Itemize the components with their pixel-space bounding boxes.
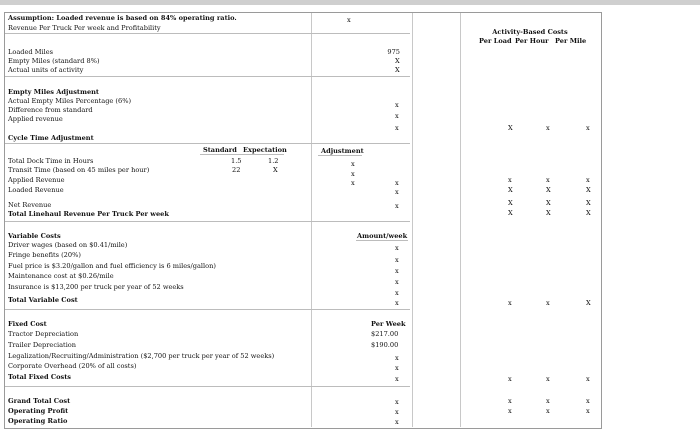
operating-profit-per-load: x (508, 407, 512, 415)
transit-time-expectation: X (273, 166, 278, 174)
total-linehaul-per-mile: X (586, 209, 591, 217)
total-variable-per-hour: x (546, 299, 550, 307)
empty-miles-label: Empty Miles (standard 8%) (8, 57, 100, 65)
difference-value: x (395, 112, 399, 120)
operating-profit-value: x (395, 408, 399, 416)
applied-revenue-per-load: X (508, 124, 513, 132)
applied-revenue-2-per-hour: x (546, 176, 550, 184)
net-revenue-per-load: X (508, 199, 513, 207)
fixed-cost-heading: Fixed Cost (8, 320, 47, 328)
col-per-mile: Per Mile (555, 37, 587, 45)
corporate-label: Corporate Overhead (20% of all costs) (8, 362, 137, 370)
net-revenue-value: x (395, 202, 399, 210)
fuel-label: Fuel price is $3.20/gallon and fuel efficiency is 6 miles/gallon) (8, 262, 216, 270)
total-fixed-per-mile: x (586, 375, 590, 383)
difference-label: Difference from standard (8, 106, 93, 114)
col-divider-2 (412, 13, 413, 427)
operating-profit-label: Operating Profit (8, 407, 69, 415)
actual-empty-pct-label: Actual Empty Miles Percentage (6%) (8, 97, 132, 105)
operating-ratio-value: x (395, 418, 399, 426)
dock-time-expectation: 1.2 (268, 157, 279, 165)
tractor-value: $217.00 (371, 330, 399, 338)
total-fixed-label: Total Fixed Costs (8, 373, 72, 381)
empty-miles-adjustment-heading: Empty Miles Adjustment (8, 88, 99, 96)
operating-profit-per-hour: x (546, 407, 550, 415)
legalization-label: Legalization/Recruiting/Administration ($2,700 per truck per year of 52 weeks) (8, 352, 275, 360)
transit-time-label: Transit Time (based on 45 miles per hour) (8, 166, 150, 174)
expectation-header: Expectation (243, 146, 287, 154)
trailer-label: Trailer Depreciation (8, 341, 77, 349)
tractor-label: Tractor Depreciation (8, 330, 79, 338)
corporate-value: x (395, 364, 399, 372)
applied-revenue-per-hour: x (546, 124, 550, 132)
total-variable-per-mile: X (586, 299, 591, 307)
applied-revenue-2-adjustment: x (351, 179, 355, 187)
abc-title: Activity-Based Costs (492, 28, 568, 36)
total-linehaul-label: Total Linehaul Revenue Per Truck Per week (8, 210, 169, 218)
maintenance-label: Maintenance cost at $0.26/mile (8, 272, 114, 280)
loaded-revenue-value: x (395, 188, 399, 196)
grand-total-per-load: x (508, 397, 512, 405)
empty-miles-value: X (395, 57, 400, 65)
applied-revenue-2-per-mile: x (586, 176, 590, 184)
total-fixed-per-load: x (508, 375, 512, 383)
top-bar (0, 0, 700, 5)
insurance-label: Insurance is $13,200 per truck per year of 52 weeks (8, 283, 184, 291)
applied-revenue-value: x (395, 124, 399, 132)
amount-week-header: Amount/week (357, 232, 408, 240)
assumption-text: Assumption: Loaded revenue is based on 84% operating ratio. (8, 14, 237, 22)
insurance-value: x (395, 289, 399, 297)
fringe-benefits-value: x (395, 256, 399, 264)
trailer-value: $190.00 (371, 341, 399, 349)
header-rule (5, 33, 410, 34)
driver-wages-value: x (395, 244, 399, 252)
grand-total-label: Grand Total Cost (8, 397, 71, 405)
applied-revenue-2-value: x (395, 179, 399, 187)
applied-revenue-2-per-load: x (508, 176, 512, 184)
actual-units-value: X (395, 66, 400, 74)
loaded-revenue-per-load: X (508, 186, 513, 194)
total-linehaul-per-hour: X (546, 209, 551, 217)
loaded-revenue-per-hour: X (546, 186, 551, 194)
per-week-header: Per Week (371, 320, 406, 328)
section2-rule (5, 143, 410, 144)
applied-revenue-label: Applied revenue (8, 115, 63, 123)
total-variable-value: x (395, 299, 399, 307)
adj-header-rule (318, 155, 362, 156)
grand-total-per-mile: x (586, 397, 590, 405)
fuel-value: x (395, 267, 399, 275)
amount-header-rule (356, 240, 408, 241)
loaded-miles-value: 975 (387, 48, 400, 56)
col-per-hour: Per Hour (515, 37, 549, 45)
dock-time-standard: 1.5 (231, 157, 242, 165)
dock-time-adjustment: x (351, 160, 355, 168)
applied-revenue-2-label: Applied Revenue (8, 176, 65, 184)
driver-wages-label: Driver wages (based on $0.41/mile) (8, 241, 128, 249)
transit-time-standard: 22 (232, 166, 241, 174)
grand-total-per-hour: x (546, 397, 550, 405)
cycle-time-heading: Cycle Time Adjustment (8, 134, 94, 142)
section4-rule (5, 309, 410, 310)
top-x: x (347, 16, 351, 24)
section3-rule (5, 221, 410, 222)
grand-total-value: x (395, 398, 399, 406)
standard-header: Standard (203, 146, 237, 154)
operating-profit-per-mile: x (586, 407, 590, 415)
subtitle: Revenue Per Truck Per week and Profitability (8, 24, 161, 32)
col-divider-3 (460, 13, 461, 427)
loaded-revenue-label: Loaded Revenue (8, 186, 64, 194)
net-revenue-per-hour: X (546, 199, 551, 207)
section1-rule (5, 76, 410, 77)
fringe-benefits-label: Fringe benefits (20%) (8, 251, 81, 259)
applied-revenue-per-mile: x (586, 124, 590, 132)
total-variable-label: Total Variable Cost (8, 296, 78, 304)
section5-rule (5, 386, 410, 387)
transit-time-adjustment: x (351, 170, 355, 178)
total-fixed-per-hour: x (546, 375, 550, 383)
total-variable-per-load: x (508, 299, 512, 307)
maintenance-value: x (395, 278, 399, 286)
loaded-revenue-per-mile: X (586, 186, 591, 194)
actual-units-label: Actual units of activity (8, 66, 84, 74)
legalization-value: x (395, 354, 399, 362)
operating-ratio-label: Operating Ratio (8, 417, 68, 425)
adjustment-header: Adjustment (321, 147, 364, 155)
loaded-miles-label: Loaded Miles (8, 48, 53, 56)
variable-costs-heading: Variable Costs (8, 232, 61, 240)
net-revenue-label: Net Revenue (8, 201, 52, 209)
net-revenue-per-mile: X (586, 199, 591, 207)
actual-empty-pct-value: x (395, 101, 399, 109)
col-per-load: Per Load (479, 37, 512, 45)
total-fixed-value: x (395, 375, 399, 383)
dock-time-label: Total Dock Time in Hours (8, 157, 94, 165)
std-header-rule (200, 154, 284, 155)
total-linehaul-per-load: X (508, 209, 513, 217)
